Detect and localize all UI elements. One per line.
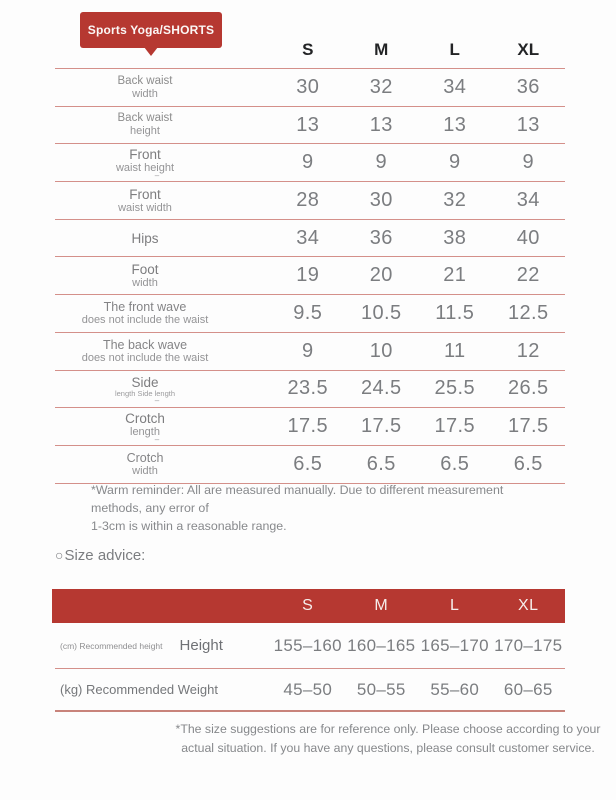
row-label-line1: Crotch: [126, 451, 164, 466]
advice-row: [55, 669, 565, 712]
advice-value: 165–170: [420, 635, 489, 655]
measurement-row: [55, 445, 565, 484]
row-label-line2: does not include the waist: [81, 314, 209, 327]
size-value: 9: [448, 151, 461, 174]
product-tag-label: Sports Yoga/SHORTS: [87, 23, 215, 37]
advice-value: 45–50: [283, 679, 333, 699]
measurement-label: [55, 182, 235, 219]
underscore-mark: –: [154, 435, 160, 445]
size-advice-heading: [55, 547, 145, 564]
underscore-mark: –: [154, 395, 160, 405]
row-label-line2: height: [130, 125, 160, 138]
size-value: 10: [369, 339, 393, 362]
measurement-row: [55, 219, 565, 257]
column-header-m: M: [374, 40, 389, 59]
advice-row-label: [55, 669, 271, 710]
measurement-label: [55, 144, 235, 181]
warm-reminder-note: [91, 481, 546, 535]
measurement-label: [55, 220, 235, 257]
column-header-s: S: [302, 40, 314, 59]
measurement-label: [55, 295, 235, 332]
size-value: 10.5: [360, 301, 402, 324]
size-value: 22: [516, 264, 540, 287]
measurement-label: [55, 371, 235, 408]
size-value: 23.5: [287, 377, 329, 400]
measurement-row: [55, 332, 565, 370]
size-value: 6.5: [293, 452, 323, 475]
warm-reminder-line1: *Warm reminder: All are measured manually. Due to different measurement methods, any error of: [91, 483, 504, 515]
advice-value: 170–175: [494, 635, 563, 655]
size-value: 24.5: [360, 377, 402, 400]
size-value: 6.5: [366, 452, 396, 475]
size-value: 25.5: [434, 377, 476, 400]
underscore-mark: –: [154, 171, 160, 181]
measurement-label: [55, 257, 235, 294]
size-value: 9: [375, 151, 388, 174]
row-label-line2: length Side length: [114, 389, 176, 399]
row-label-line2: width: [132, 277, 158, 290]
measurement-table-header: [55, 30, 565, 68]
size-value: 28: [296, 188, 320, 211]
size-value: 11: [443, 339, 466, 362]
size-value: 21: [443, 264, 467, 287]
measurement-row: [55, 370, 565, 408]
row-label-line1: Hips: [131, 230, 159, 246]
warm-reminder-line2: 1-3cm is within a reasonable range.: [91, 519, 287, 533]
advice-table-body: [55, 623, 565, 712]
advice-footer-line2: actual situation. If you have any questions, please consult customer service.: [181, 740, 595, 755]
circle-bullet-icon: ○: [55, 547, 64, 563]
size-value: 17.5: [507, 415, 549, 438]
size-value: 13: [443, 113, 467, 136]
advice-value: 155–160: [273, 635, 342, 655]
row-label-line2: waist height: [115, 162, 175, 175]
advice-row-label: [55, 623, 271, 668]
size-value: 36: [369, 226, 393, 249]
size-value: 9: [301, 151, 314, 174]
size-value: 30: [369, 188, 393, 211]
measurement-row: [55, 181, 565, 219]
size-value: 20: [369, 264, 393, 287]
size-value: 34: [516, 188, 540, 211]
size-value: 17.5: [287, 415, 329, 438]
size-value: 9: [522, 151, 535, 174]
size-value: 6.5: [513, 452, 543, 475]
size-advice-label: Size advice:: [64, 547, 146, 564]
row-label-line1: Side: [131, 375, 159, 391]
advice-label-text: Height: [179, 637, 223, 654]
size-value: 19: [296, 264, 320, 287]
row-label-line2: length: [130, 425, 160, 438]
advice-column-header-s: S: [302, 597, 314, 614]
advice-label-prefix: (cm) Recommended height: [60, 640, 163, 651]
row-label-line1: Front: [129, 147, 161, 162]
column-header-xl: XL: [517, 40, 540, 59]
advice-label-text: (kg) Recommended Weight: [60, 682, 218, 697]
size-value: 17.5: [434, 415, 476, 438]
row-label-line1: Crotch: [125, 410, 165, 426]
size-value: 13: [516, 113, 540, 136]
advice-column-header-m: M: [374, 597, 389, 614]
size-value: 40: [516, 226, 540, 249]
row-label-line1: Front: [129, 186, 161, 202]
advice-footer-note: [163, 720, 613, 757]
row-label-line2: does not include the waist: [81, 352, 209, 364]
advice-footer-line1: *The size suggestions are for reference only. Please choose according to your: [175, 722, 601, 736]
size-value: 26.5: [507, 377, 549, 400]
row-label-line1: Back waist: [117, 112, 173, 125]
size-value: 34: [296, 226, 320, 249]
size-value: 13: [296, 113, 320, 136]
measurement-label: [55, 107, 235, 144]
row-label-line2: waist width: [118, 201, 172, 214]
measurement-label: [55, 333, 235, 370]
advice-value: 55–60: [430, 679, 480, 699]
size-value: 9.5: [293, 301, 323, 324]
row-label-line1: The front wave: [103, 300, 187, 315]
advice-row: [55, 623, 565, 669]
size-value: 30: [296, 75, 320, 98]
column-header-l: L: [449, 40, 460, 59]
size-value: 32: [443, 188, 467, 211]
measurement-row: [55, 407, 565, 445]
measurement-label: [55, 446, 235, 483]
row-label-line2: width: [132, 87, 158, 100]
advice-column-header-xl: XL: [517, 597, 539, 614]
row-label-line2: width: [132, 465, 158, 478]
measurement-label: [55, 69, 235, 106]
row-label-line1: The back wave: [102, 338, 188, 352]
size-value: 32: [369, 75, 393, 98]
size-value: 13: [369, 113, 393, 136]
size-value: 38: [443, 226, 467, 249]
size-value: 9: [301, 339, 314, 362]
advice-value: 60–65: [503, 679, 553, 699]
row-label-line1: Foot: [131, 262, 159, 278]
advice-table-header: [52, 589, 565, 623]
measurement-row: [55, 294, 565, 332]
advice-value: 160–165: [347, 635, 416, 655]
measurement-table-body: [55, 68, 565, 484]
size-value: 6.5: [440, 452, 470, 475]
measurement-table: [55, 30, 565, 484]
size-value: 12.5: [507, 301, 549, 324]
size-value: 11.5: [435, 301, 475, 324]
size-value: 36: [516, 75, 540, 98]
size-value: 34: [443, 75, 467, 98]
measurement-row: [55, 106, 565, 144]
measurement-row: [55, 143, 565, 181]
measurement-label: [55, 408, 235, 445]
advice-column-header-l: L: [450, 597, 460, 614]
measurement-row: [55, 256, 565, 294]
advice-value: 50–55: [356, 679, 406, 699]
size-value: 17.5: [360, 415, 402, 438]
measurement-row: [55, 68, 565, 106]
row-label-line1: Back waist: [117, 74, 173, 87]
size-value: 12: [516, 339, 540, 362]
